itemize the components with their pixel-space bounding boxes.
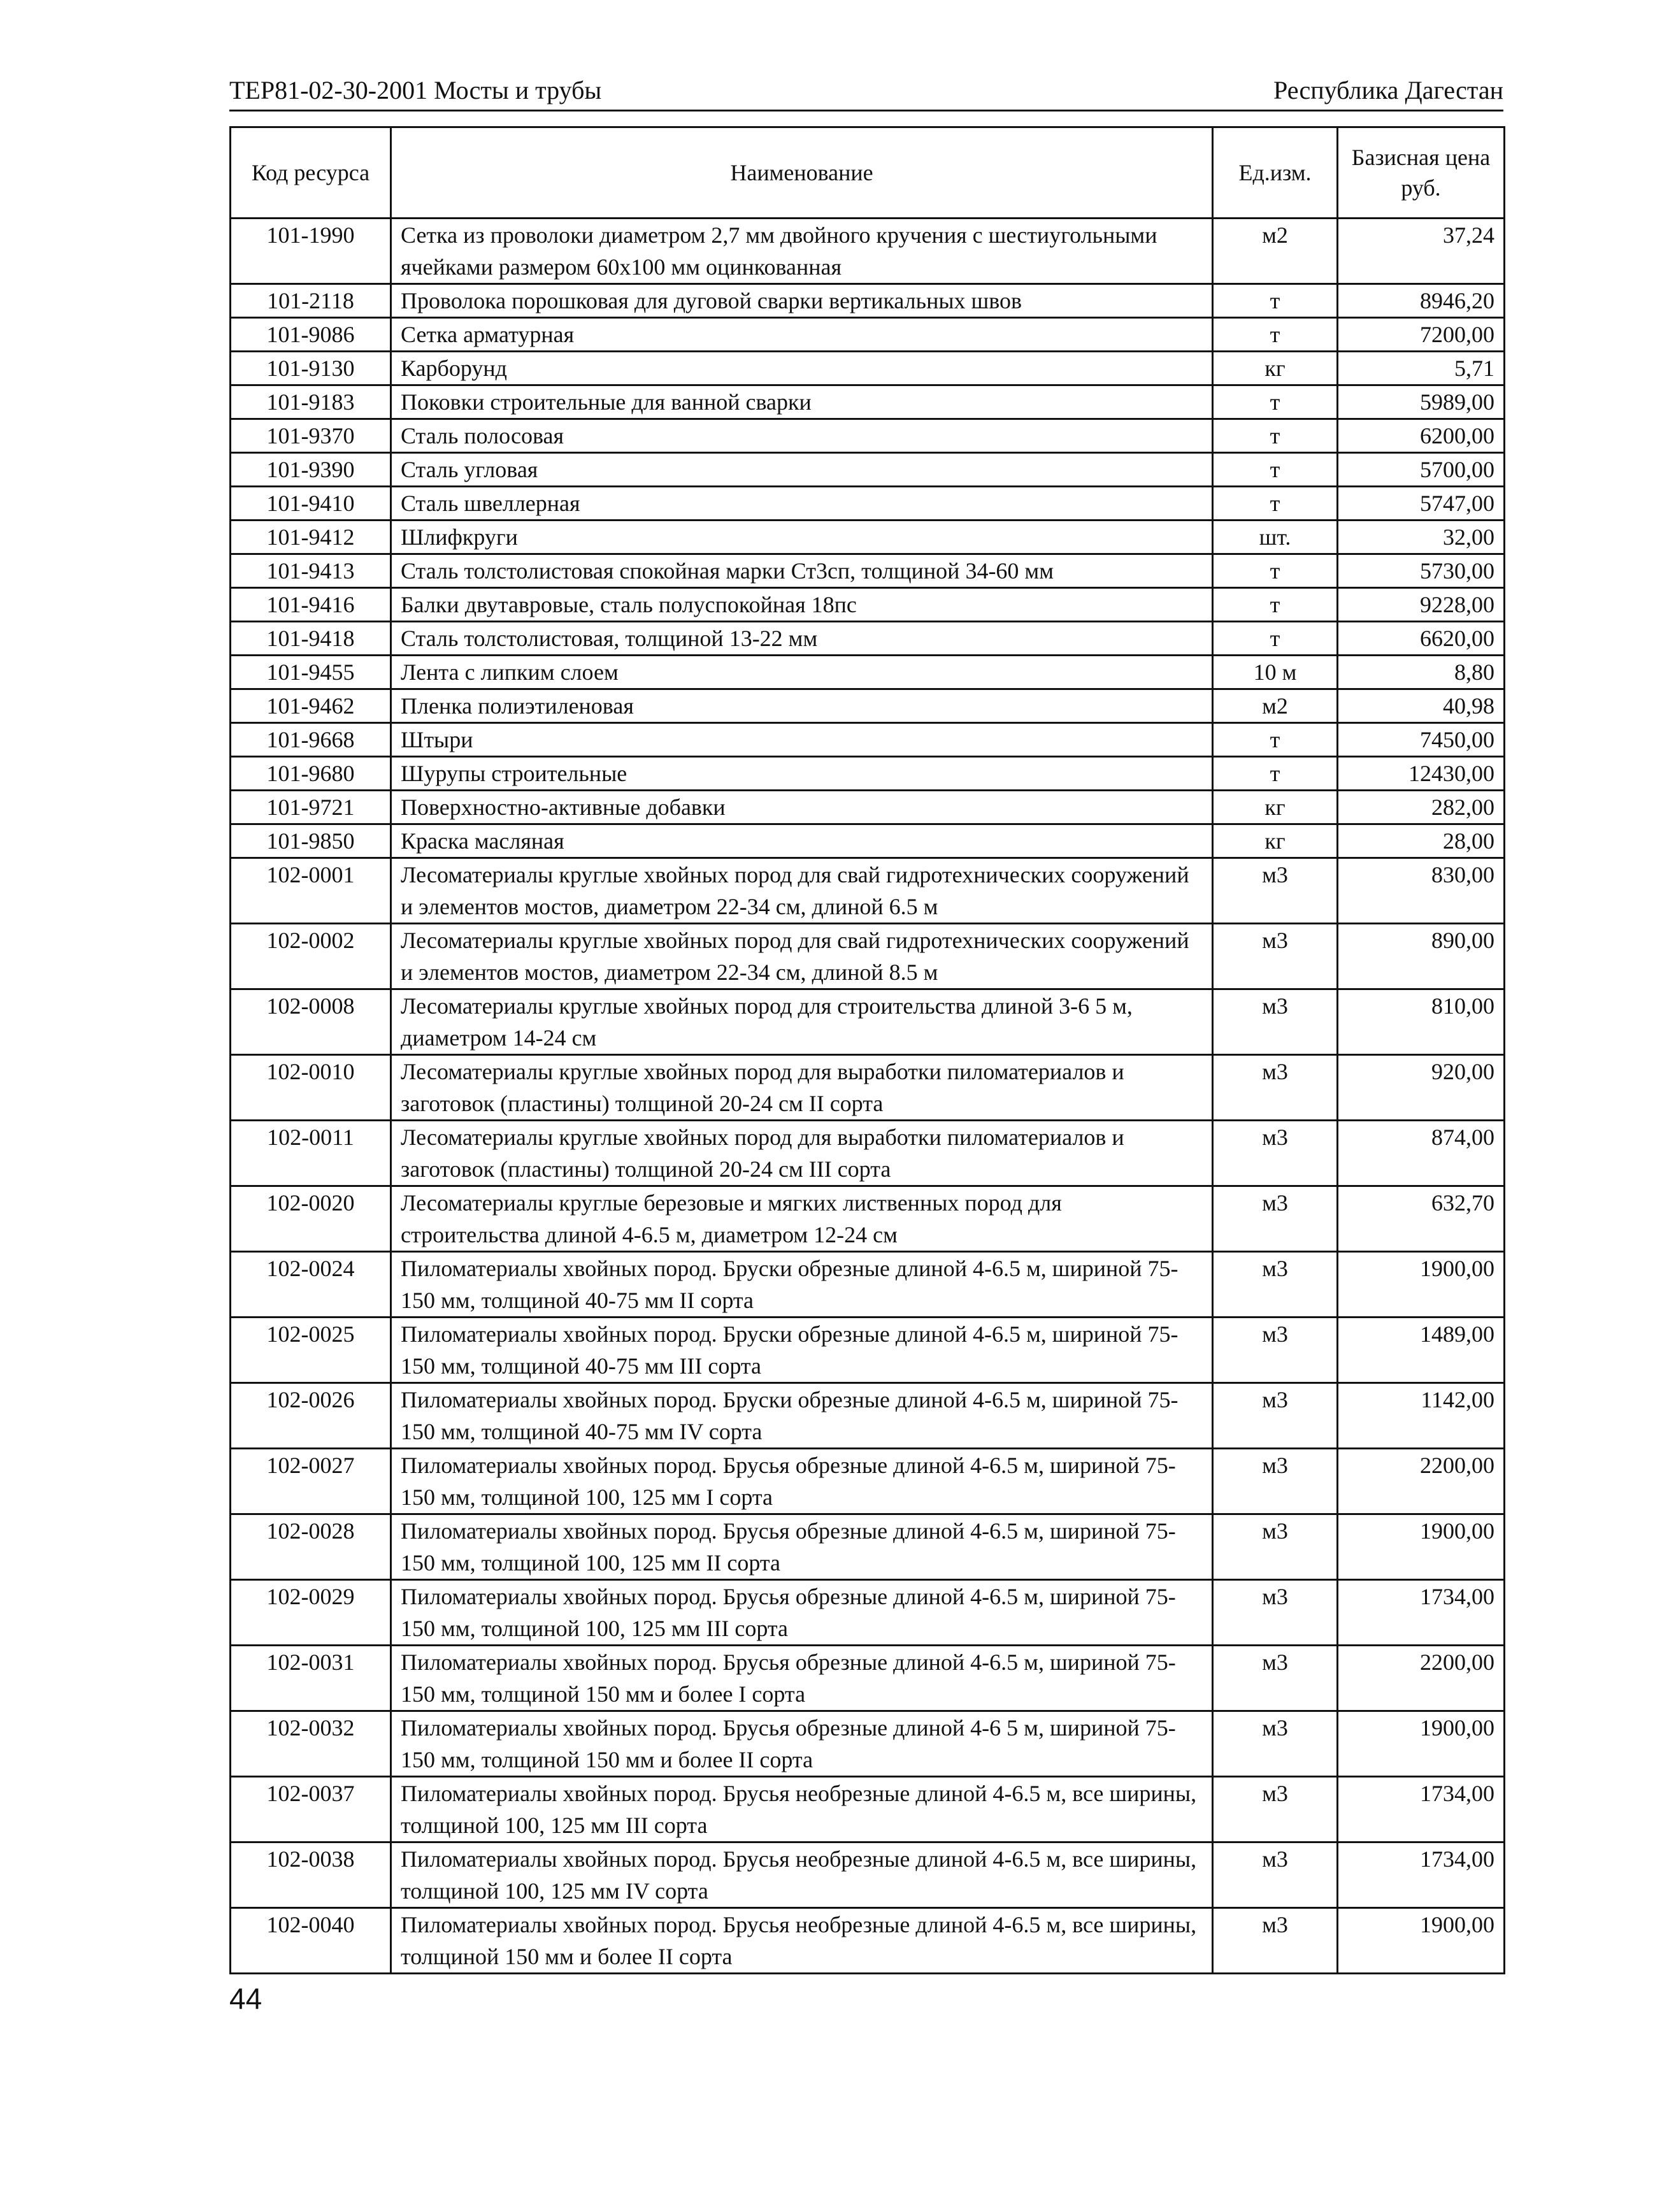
cell-name: Поверхностно-активные добавки (391, 791, 1213, 824)
table-row (231, 1449, 1505, 1514)
cell-name: Лесоматериалы круглые хвойных пород для выработки пиломатериалов и заготовок (пластины) толщиной 20-24 см III сорта (391, 1121, 1213, 1186)
cell-name: Сталь толстолистовая, толщиной 13-22 мм (391, 622, 1213, 656)
cell-name: Пиломатериалы хвойных пород. Брусья необрезные длиной 4-6.5 м, все ширины, толщиной 100, 125 мм III сорта (391, 1777, 1213, 1842)
cell-code: 102-0001 (231, 858, 391, 924)
table-row (231, 757, 1505, 791)
table-row (231, 791, 1505, 824)
cell-unit: т (1213, 419, 1338, 453)
cell-name: Краска масляная (391, 824, 1213, 858)
cell-code: 101-9086 (231, 318, 391, 352)
cell-code: 102-0038 (231, 1842, 391, 1908)
table-row (231, 656, 1505, 689)
cell-code: 101-1990 (231, 219, 391, 284)
cell-name: Проволока порошковая для дуговой сварки вертикальных швов (391, 284, 1213, 318)
table-row (231, 419, 1505, 453)
cell-price: 1900,00 (1338, 1252, 1505, 1318)
cell-price: 8,80 (1338, 656, 1505, 689)
cell-code: 101-9413 (231, 554, 391, 588)
cell-code: 101-9412 (231, 521, 391, 554)
cell-code: 102-0031 (231, 1646, 391, 1711)
table-row (231, 622, 1505, 656)
cell-price: 37,24 (1338, 219, 1505, 284)
cell-name: Сталь полосовая (391, 419, 1213, 453)
cell-unit: м3 (1213, 1318, 1338, 1383)
cell-name: Лесоматериалы круглые березовые и мягких лиственных пород для строительства длиной 4-6.5 м, диаметром 12-24 см (391, 1186, 1213, 1252)
cell-unit: т (1213, 588, 1338, 622)
table-row (231, 989, 1505, 1055)
table-row (231, 1252, 1505, 1318)
cell-name: Пленка полиэтиленовая (391, 689, 1213, 723)
cell-price: 282,00 (1338, 791, 1505, 824)
cell-unit: м3 (1213, 1777, 1338, 1842)
cell-unit: т (1213, 487, 1338, 521)
cell-code: 101-9130 (231, 352, 391, 385)
cell-unit: 10 м (1213, 656, 1338, 689)
table-row (231, 284, 1505, 318)
cell-price: 632,70 (1338, 1186, 1505, 1252)
table-row (231, 1318, 1505, 1383)
cell-code: 101-9455 (231, 656, 391, 689)
table-row (231, 1514, 1505, 1580)
column-header-unit: Ед.изм. (1213, 127, 1338, 219)
cell-code: 102-0020 (231, 1186, 391, 1252)
cell-price: 874,00 (1338, 1121, 1505, 1186)
cell-price: 7450,00 (1338, 723, 1505, 757)
table-row (231, 588, 1505, 622)
cell-code: 101-9668 (231, 723, 391, 757)
cell-code: 101-9370 (231, 419, 391, 453)
resource-price-table (229, 126, 1505, 1974)
cell-price: 6620,00 (1338, 622, 1505, 656)
cell-unit: м3 (1213, 1908, 1338, 1974)
cell-unit: т (1213, 284, 1338, 318)
cell-name: Шурупы строительные (391, 757, 1213, 791)
cell-price: 5700,00 (1338, 453, 1505, 487)
table-header-row (231, 127, 1505, 219)
table-row (231, 1580, 1505, 1646)
cell-name: Пиломатериалы хвойных пород. Бруски обрезные длиной 4-6.5 м, шириной 75-150 мм, толщиной 40-75 мм II сорта (391, 1252, 1213, 1318)
cell-code: 102-0037 (231, 1777, 391, 1842)
cell-code: 101-9721 (231, 791, 391, 824)
cell-price: 32,00 (1338, 521, 1505, 554)
table-row (231, 1842, 1505, 1908)
cell-code: 101-9462 (231, 689, 391, 723)
cell-name: Пиломатериалы хвойных пород. Брусья обрезные длиной 4-6.5 м, шириной 75-150 мм, толщиной 100, 125 мм II сорта (391, 1514, 1213, 1580)
cell-code: 101-9418 (231, 622, 391, 656)
cell-unit: кг (1213, 352, 1338, 385)
cell-price: 2200,00 (1338, 1646, 1505, 1711)
cell-name: Сталь толстолистовая спокойная марки Ст3сп, толщиной 34-60 мм (391, 554, 1213, 588)
column-header-price (1338, 127, 1505, 219)
cell-price: 9228,00 (1338, 588, 1505, 622)
cell-name: Пиломатериалы хвойных пород. Брусья обрезные длиной 4-6.5 м, шириной 75-150 мм, толщиной 150 мм и более I сорта (391, 1646, 1213, 1711)
cell-code: 102-0026 (231, 1383, 391, 1449)
cell-unit: т (1213, 757, 1338, 791)
cell-code: 102-0025 (231, 1318, 391, 1383)
cell-code: 101-9183 (231, 385, 391, 419)
table-row (231, 824, 1505, 858)
table-row (231, 1055, 1505, 1121)
cell-price: 1734,00 (1338, 1580, 1505, 1646)
table-row (231, 521, 1505, 554)
cell-unit: кг (1213, 824, 1338, 858)
cell-code: 102-0027 (231, 1449, 391, 1514)
table-row (231, 219, 1505, 284)
cell-name: Карборунд (391, 352, 1213, 385)
header-divider (229, 110, 1503, 111)
cell-code: 101-2118 (231, 284, 391, 318)
table-row (231, 554, 1505, 588)
table-row (231, 723, 1505, 757)
cell-code: 102-0011 (231, 1121, 391, 1186)
cell-name: Пиломатериалы хвойных пород. Брусья необрезные длиной 4-6.5 м, все ширины, толщиной 100, 125 мм IV сорта (391, 1842, 1213, 1908)
cell-unit: т (1213, 723, 1338, 757)
cell-price: 5747,00 (1338, 487, 1505, 521)
page-header (229, 75, 1503, 108)
cell-price: 1734,00 (1338, 1842, 1505, 1908)
cell-code: 101-9416 (231, 588, 391, 622)
cell-unit: м3 (1213, 1646, 1338, 1711)
column-header-price-line2: руб. (1401, 175, 1441, 201)
cell-name: Сетка арматурная (391, 318, 1213, 352)
table-row (231, 487, 1505, 521)
cell-unit: м3 (1213, 858, 1338, 924)
cell-price: 920,00 (1338, 1055, 1505, 1121)
cell-unit: м2 (1213, 689, 1338, 723)
cell-name: Пиломатериалы хвойных пород. Брусья обрезные длиной 4-6.5 м, шириной 75-150 мм, толщиной 100, 125 мм III сорта (391, 1580, 1213, 1646)
cell-unit: м3 (1213, 989, 1338, 1055)
cell-price: 6200,00 (1338, 419, 1505, 453)
cell-name: Балки двутавровые, сталь полуспокойная 18пс (391, 588, 1213, 622)
cell-code: 102-0008 (231, 989, 391, 1055)
cell-name: Штыри (391, 723, 1213, 757)
cell-unit: шт. (1213, 521, 1338, 554)
table-row (231, 1646, 1505, 1711)
cell-name: Шлифкруги (391, 521, 1213, 554)
cell-price: 810,00 (1338, 989, 1505, 1055)
cell-price: 8946,20 (1338, 284, 1505, 318)
table-row (231, 318, 1505, 352)
cell-unit: т (1213, 385, 1338, 419)
table-row (231, 453, 1505, 487)
cell-code: 102-0024 (231, 1252, 391, 1318)
cell-name: Пиломатериалы хвойных пород. Бруски обрезные длиной 4-6.5 м, шириной 75-150 мм, толщиной 40-75 мм IV сорта (391, 1383, 1213, 1449)
cell-name: Лесоматериалы круглые хвойных пород для выработки пиломатериалов и заготовок (пластины) толщиной 20-24 см II сорта (391, 1055, 1213, 1121)
cell-unit: т (1213, 453, 1338, 487)
region-name: Республика Дагестан (1273, 76, 1503, 104)
column-header-price-line1: Базисная цена (1351, 145, 1491, 170)
table-row (231, 1121, 1505, 1186)
cell-price: 7200,00 (1338, 318, 1505, 352)
cell-price: 28,00 (1338, 824, 1505, 858)
cell-price: 1142,00 (1338, 1383, 1505, 1449)
cell-unit: т (1213, 318, 1338, 352)
cell-code: 102-0032 (231, 1711, 391, 1777)
cell-name: Лесоматериалы круглые хвойных пород для свай гидротехнических сооружений и элементов мостов, диаметром 22-34 см, длиной 6.5 м (391, 858, 1213, 924)
cell-unit: м3 (1213, 1842, 1338, 1908)
cell-unit: м3 (1213, 1121, 1338, 1186)
cell-name: Сталь швеллерная (391, 487, 1213, 521)
table-row (231, 1777, 1505, 1842)
cell-price: 1900,00 (1338, 1908, 1505, 1974)
cell-price: 5989,00 (1338, 385, 1505, 419)
cell-name: Лесоматериалы круглые хвойных пород для строительства длиной 3-6 5 м, диаметром 14-24 см (391, 989, 1213, 1055)
cell-price: 1489,00 (1338, 1318, 1505, 1383)
cell-price: 40,98 (1338, 689, 1505, 723)
cell-unit: м3 (1213, 1055, 1338, 1121)
cell-unit: м3 (1213, 1711, 1338, 1777)
column-header-name: Наименование (391, 127, 1213, 219)
cell-name: Пиломатериалы хвойных пород. Брусья обрезные длиной 4-6.5 м, шириной 75-150 мм, толщиной 100, 125 мм I сорта (391, 1449, 1213, 1514)
cell-code: 102-0028 (231, 1514, 391, 1580)
cell-price: 2200,00 (1338, 1449, 1505, 1514)
cell-name: Сталь угловая (391, 453, 1213, 487)
cell-price: 830,00 (1338, 858, 1505, 924)
table-row (231, 689, 1505, 723)
cell-code: 102-0002 (231, 924, 391, 989)
document-title: ТЕР81-02-30-2001 Мосты и трубы (229, 76, 602, 104)
cell-price: 890,00 (1338, 924, 1505, 989)
cell-name: Лента с липким слоем (391, 656, 1213, 689)
table-row (231, 858, 1505, 924)
cell-unit: м3 (1213, 1514, 1338, 1580)
cell-unit: т (1213, 622, 1338, 656)
cell-unit: м2 (1213, 219, 1338, 284)
cell-unit: м3 (1213, 1449, 1338, 1514)
cell-name: Пиломатериалы хвойных пород. Бруски обрезные длиной 4-6.5 м, шириной 75-150 мм, толщиной 40-75 мм III сорта (391, 1318, 1213, 1383)
cell-code: 101-9850 (231, 824, 391, 858)
cell-unit: т (1213, 554, 1338, 588)
cell-code: 101-9680 (231, 757, 391, 791)
table-row (231, 385, 1505, 419)
cell-name: Пиломатериалы хвойных пород. Брусья обрезные длиной 4-6 5 м, шириной 75-150 мм, толщиной 150 мм и более II сорта (391, 1711, 1213, 1777)
cell-code: 102-0010 (231, 1055, 391, 1121)
column-header-code: Код ресурса (231, 127, 391, 219)
cell-code: 101-9390 (231, 453, 391, 487)
page-number: 44 (229, 1982, 262, 2015)
cell-unit: кг (1213, 791, 1338, 824)
cell-unit: м3 (1213, 924, 1338, 989)
table-row (231, 1908, 1505, 1974)
cell-price: 1900,00 (1338, 1711, 1505, 1777)
cell-name: Пиломатериалы хвойных пород. Брусья необрезные длиной 4-6.5 м, все ширины, толщиной 150 мм и более II сорта (391, 1908, 1213, 1974)
cell-price: 5730,00 (1338, 554, 1505, 588)
cell-price: 1900,00 (1338, 1514, 1505, 1580)
table-row (231, 1711, 1505, 1777)
cell-code: 101-9410 (231, 487, 391, 521)
table-row (231, 924, 1505, 989)
cell-price: 5,71 (1338, 352, 1505, 385)
cell-price: 12430,00 (1338, 757, 1505, 791)
cell-unit: м3 (1213, 1186, 1338, 1252)
cell-name: Лесоматериалы круглые хвойных пород для свай гидротехнических сооружений и элементов мостов, диаметром 22-34 см, длиной 8.5 м (391, 924, 1213, 989)
cell-name: Сетка из проволоки диаметром 2,7 мм двойного кручения с шестиугольными ячейками размером 60х100 мм оцинкованная (391, 219, 1213, 284)
cell-unit: м3 (1213, 1383, 1338, 1449)
table-row (231, 1186, 1505, 1252)
table-row (231, 352, 1505, 385)
cell-code: 102-0040 (231, 1908, 391, 1974)
cell-code: 102-0029 (231, 1580, 391, 1646)
cell-unit: м3 (1213, 1580, 1338, 1646)
cell-unit: м3 (1213, 1252, 1338, 1318)
table-row (231, 1383, 1505, 1449)
cell-price: 1734,00 (1338, 1777, 1505, 1842)
cell-name: Поковки строительные для ванной сварки (391, 385, 1213, 419)
